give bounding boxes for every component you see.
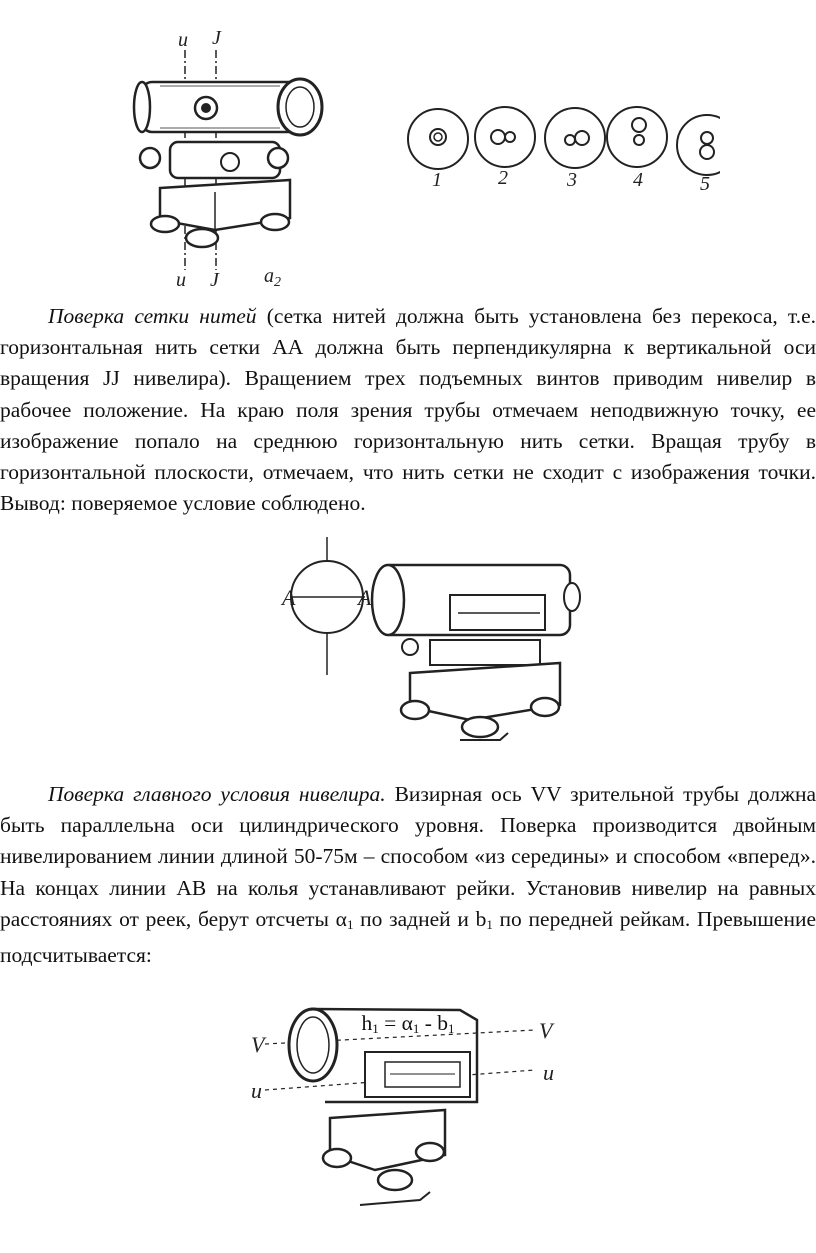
reticle-label-right: A bbox=[358, 585, 372, 610]
reticle-label-left: A bbox=[282, 585, 296, 610]
axis-j-label-top: J bbox=[212, 27, 221, 49]
circle-label-4: 4 bbox=[633, 169, 643, 191]
circle-label-1: 1 bbox=[432, 169, 442, 191]
level-axis-label-u-left: u bbox=[251, 1078, 262, 1103]
circle-label-5: 5 bbox=[700, 173, 710, 195]
figure-level-reticle bbox=[270, 535, 590, 750]
figure1-caption: $a_2$ bbox=[264, 265, 281, 288]
level-axis-label-u-right: u bbox=[543, 1060, 554, 1085]
circle-4 bbox=[607, 107, 667, 191]
axis-j-label-bottom: J bbox=[210, 269, 219, 288]
paragraph-main-condition-check: Поверка главного условия нивелира. Визирная ось VV зрительной трубы должна быть параллельна оси цилиндрического уровня. Поверка производится двойным нивелированием линии длиной 50-75м – способом «из середины» и способом «вперед». На концах линии АВ на колья устанавливают рейки. Установив нивелир на равных расстояниях от реек, берут отсчеты $\alpha_1$ по задней и $b_1$ по передней рейкам. Превышение подсчитывается: bbox=[0, 782, 816, 968]
axis-u-label-bottom: u bbox=[176, 269, 186, 288]
circle-5 bbox=[677, 115, 720, 195]
axis-u-label-top: u bbox=[178, 29, 188, 51]
formula-height-difference: $h_1 = \alpha_1 - b_1$ bbox=[361, 1011, 455, 1036]
sight-axis-label-v-left: V bbox=[251, 1032, 265, 1057]
figure-level-with-axes bbox=[120, 20, 720, 288]
circle-label-3: 3 bbox=[567, 169, 577, 191]
paragraph-reticle-title: Поверка сетки нитей bbox=[48, 304, 257, 328]
paragraph-reticle-check bbox=[0, 301, 816, 519]
circle-2 bbox=[475, 107, 535, 189]
circle-3 bbox=[545, 108, 605, 191]
sight-axis-label-v-right: V bbox=[539, 1018, 553, 1043]
paragraph-main-condition-title: Поверка главного условия нивелира. bbox=[48, 782, 386, 806]
circle-label-2: 2 bbox=[498, 167, 508, 189]
paragraph-reticle-text: (сетка нитей должна быть установлена без перекоса, т.е. горизонтальная нить сетки АА должна быть перпендикулярна к вертикальной оси вращения JJ нивелира). Вращением трех подъемных винтов приводим нивелир в рабочее положение. На краю поля зрения трубы отмечаем неподвижную точку, ее изображение попало на среднюю горизонтальную нить сетки. Вращая трубу в горизонтальной плоскости, отмечаем, что нить сетки не сходит с изображения точки. Вывод: поверяемое условие соблюдено. bbox=[0, 304, 816, 516]
circle-1 bbox=[408, 109, 468, 191]
figure-level-sight-axis bbox=[245, 840, 575, 1230]
